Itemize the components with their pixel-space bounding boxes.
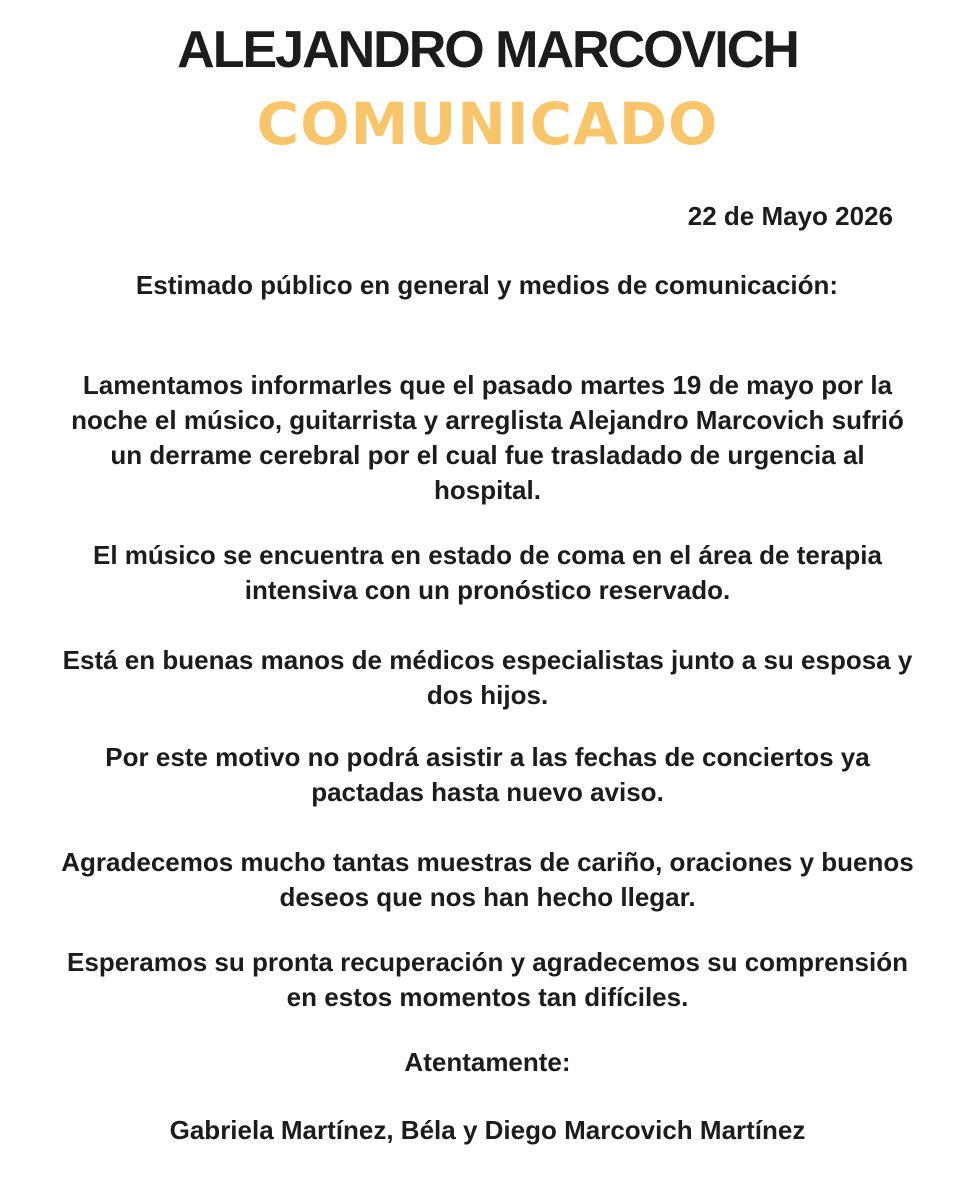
document-type-heading: COMUNICADO	[256, 90, 719, 158]
concerts-paragraph: Por este motivo no podrá asistir a las fechas de conciertos ya pactadas hasta nuevo aviso.	[105, 742, 870, 807]
release-date: 22 de Mayo 2026	[687, 201, 893, 231]
closing-line: Atentamente:	[404, 1047, 571, 1077]
announcement-paragraph: Lamentamos informarles que el pasado martes 19 de mayo por la noche el músico, guitarrista y arreglista Alejandro Marcovich sufrió un derrame cerebral por el cual fue trasladado de urgencia al hospital.	[71, 370, 904, 505]
salutation-paragraph: Estimado público en general y medios de comunicación:	[135, 270, 839, 300]
condition-paragraph: El músico se encuentra en estado de coma en el área de terapia intensiva con un pronóstico reservado.	[93, 540, 882, 605]
artist-name-heading: ALEJANDRO MARCOVICH	[177, 21, 798, 79]
recovery-paragraph: Esperamos su pronta recuperación y agradecemos su comprensión en estos momentos tan difíciles.	[67, 947, 908, 1012]
signature-line: Gabriela Martínez, Béla y Diego Marcovich Martínez	[169, 1115, 806, 1145]
care-paragraph: Está en buenas manos de médicos especialistas junto a su esposa y dos hijos.	[62, 645, 913, 710]
thanks-paragraph: Agradecemos mucho tantas muestras de cariño, oraciones y buenos deseos que nos han hecho llegar.	[61, 847, 914, 912]
